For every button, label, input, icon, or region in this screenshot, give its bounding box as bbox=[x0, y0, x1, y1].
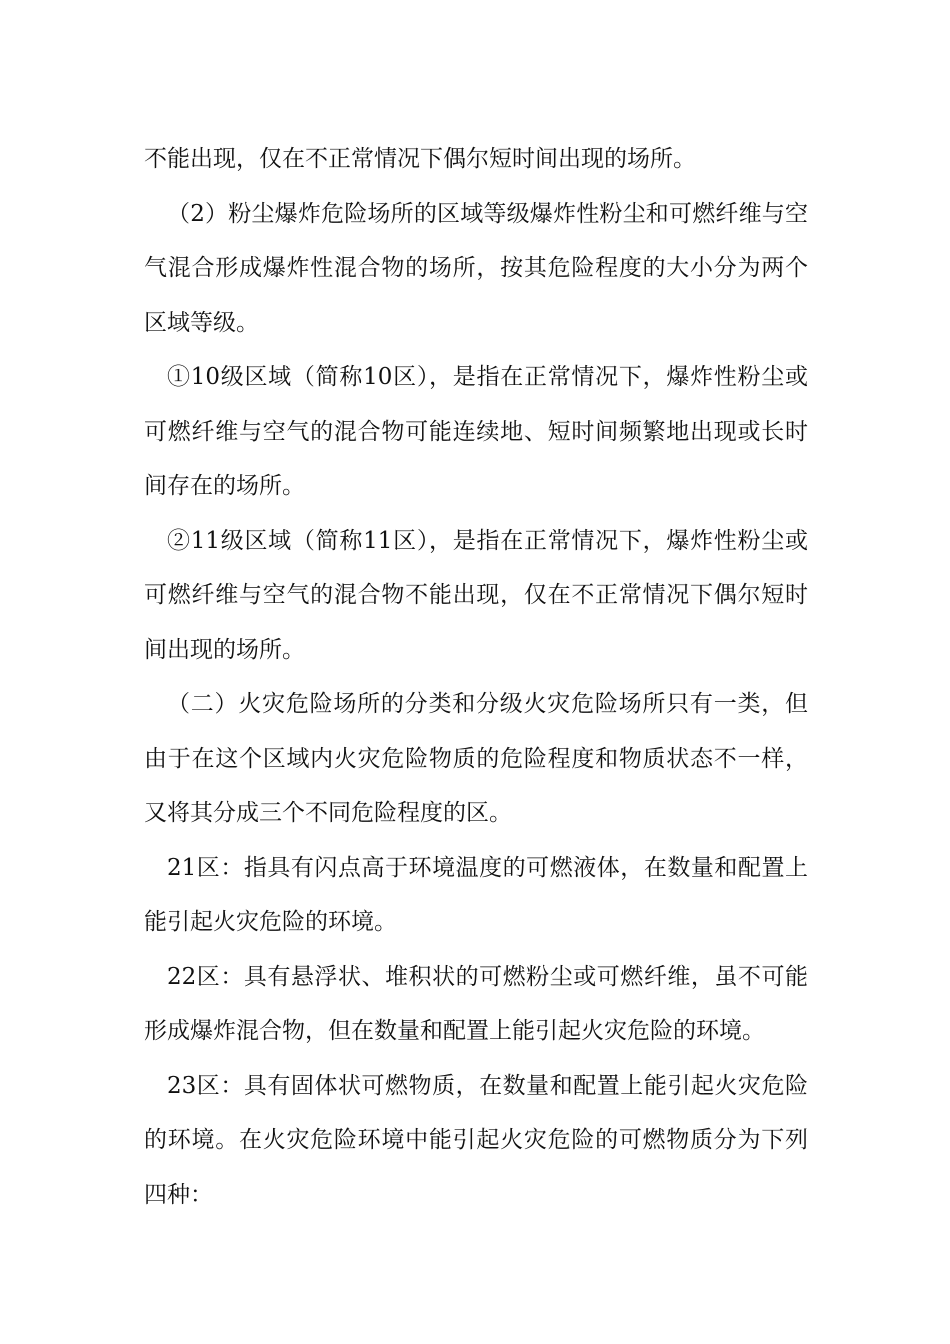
paragraph-fire-hazard-classification: （二）火灾危险场所的分类和分级火灾危险场所只有一类，但由于在这个区域内火灾危险物质的危险程度和物质状态不一样，又将其分成三个不同危险程度的区。 bbox=[144, 691, 808, 826]
paragraph-zone-11: ②11级区域（简称11区），是指在正常情况下，爆炸性粉尘或可燃纤维与空气的混合物不能出现，仅在不正常情况下偶尔短时间出现的场所。 bbox=[144, 527, 808, 663]
paragraph-zone-22: 22区：具有悬浮状、堆积状的可燃粉尘或可燃纤维，虽不可能形成爆炸混合物，但在数量和配置上能引起火灾危险的环境。 bbox=[144, 963, 808, 1044]
paragraph-dust-explosion-zones: （2）粉尘爆炸危险场所的区域等级爆炸性粉尘和可燃纤维与空气混合形成爆炸性混合物的场所，按其危险程度的大小分为两个区域等级。 bbox=[144, 200, 808, 336]
paragraph-zone-10: ①10级区域（简称10区），是指在正常情况下，爆炸性粉尘或可燃纤维与空气的混合物可能连续地、短时间频繁地出现或长时间存在的场所。 bbox=[144, 364, 808, 499]
document-body bbox=[144, 132, 808, 1222]
paragraph-zone-23: 23区：具有固体状可燃物质，在数量和配置上能引起火灾危险的环境。在火灾危险环境中能引起火灾危险的可燃物质分为下列四种： bbox=[144, 1072, 808, 1208]
paragraph-zone-21: 21区：指具有闪点高于环境温度的可燃液体，在数量和配置上能引起火灾危险的环境。 bbox=[144, 854, 808, 935]
paragraph-continuation: 不能出现，仅在不正常情况下偶尔短时间出现的场所。 bbox=[144, 146, 696, 172]
